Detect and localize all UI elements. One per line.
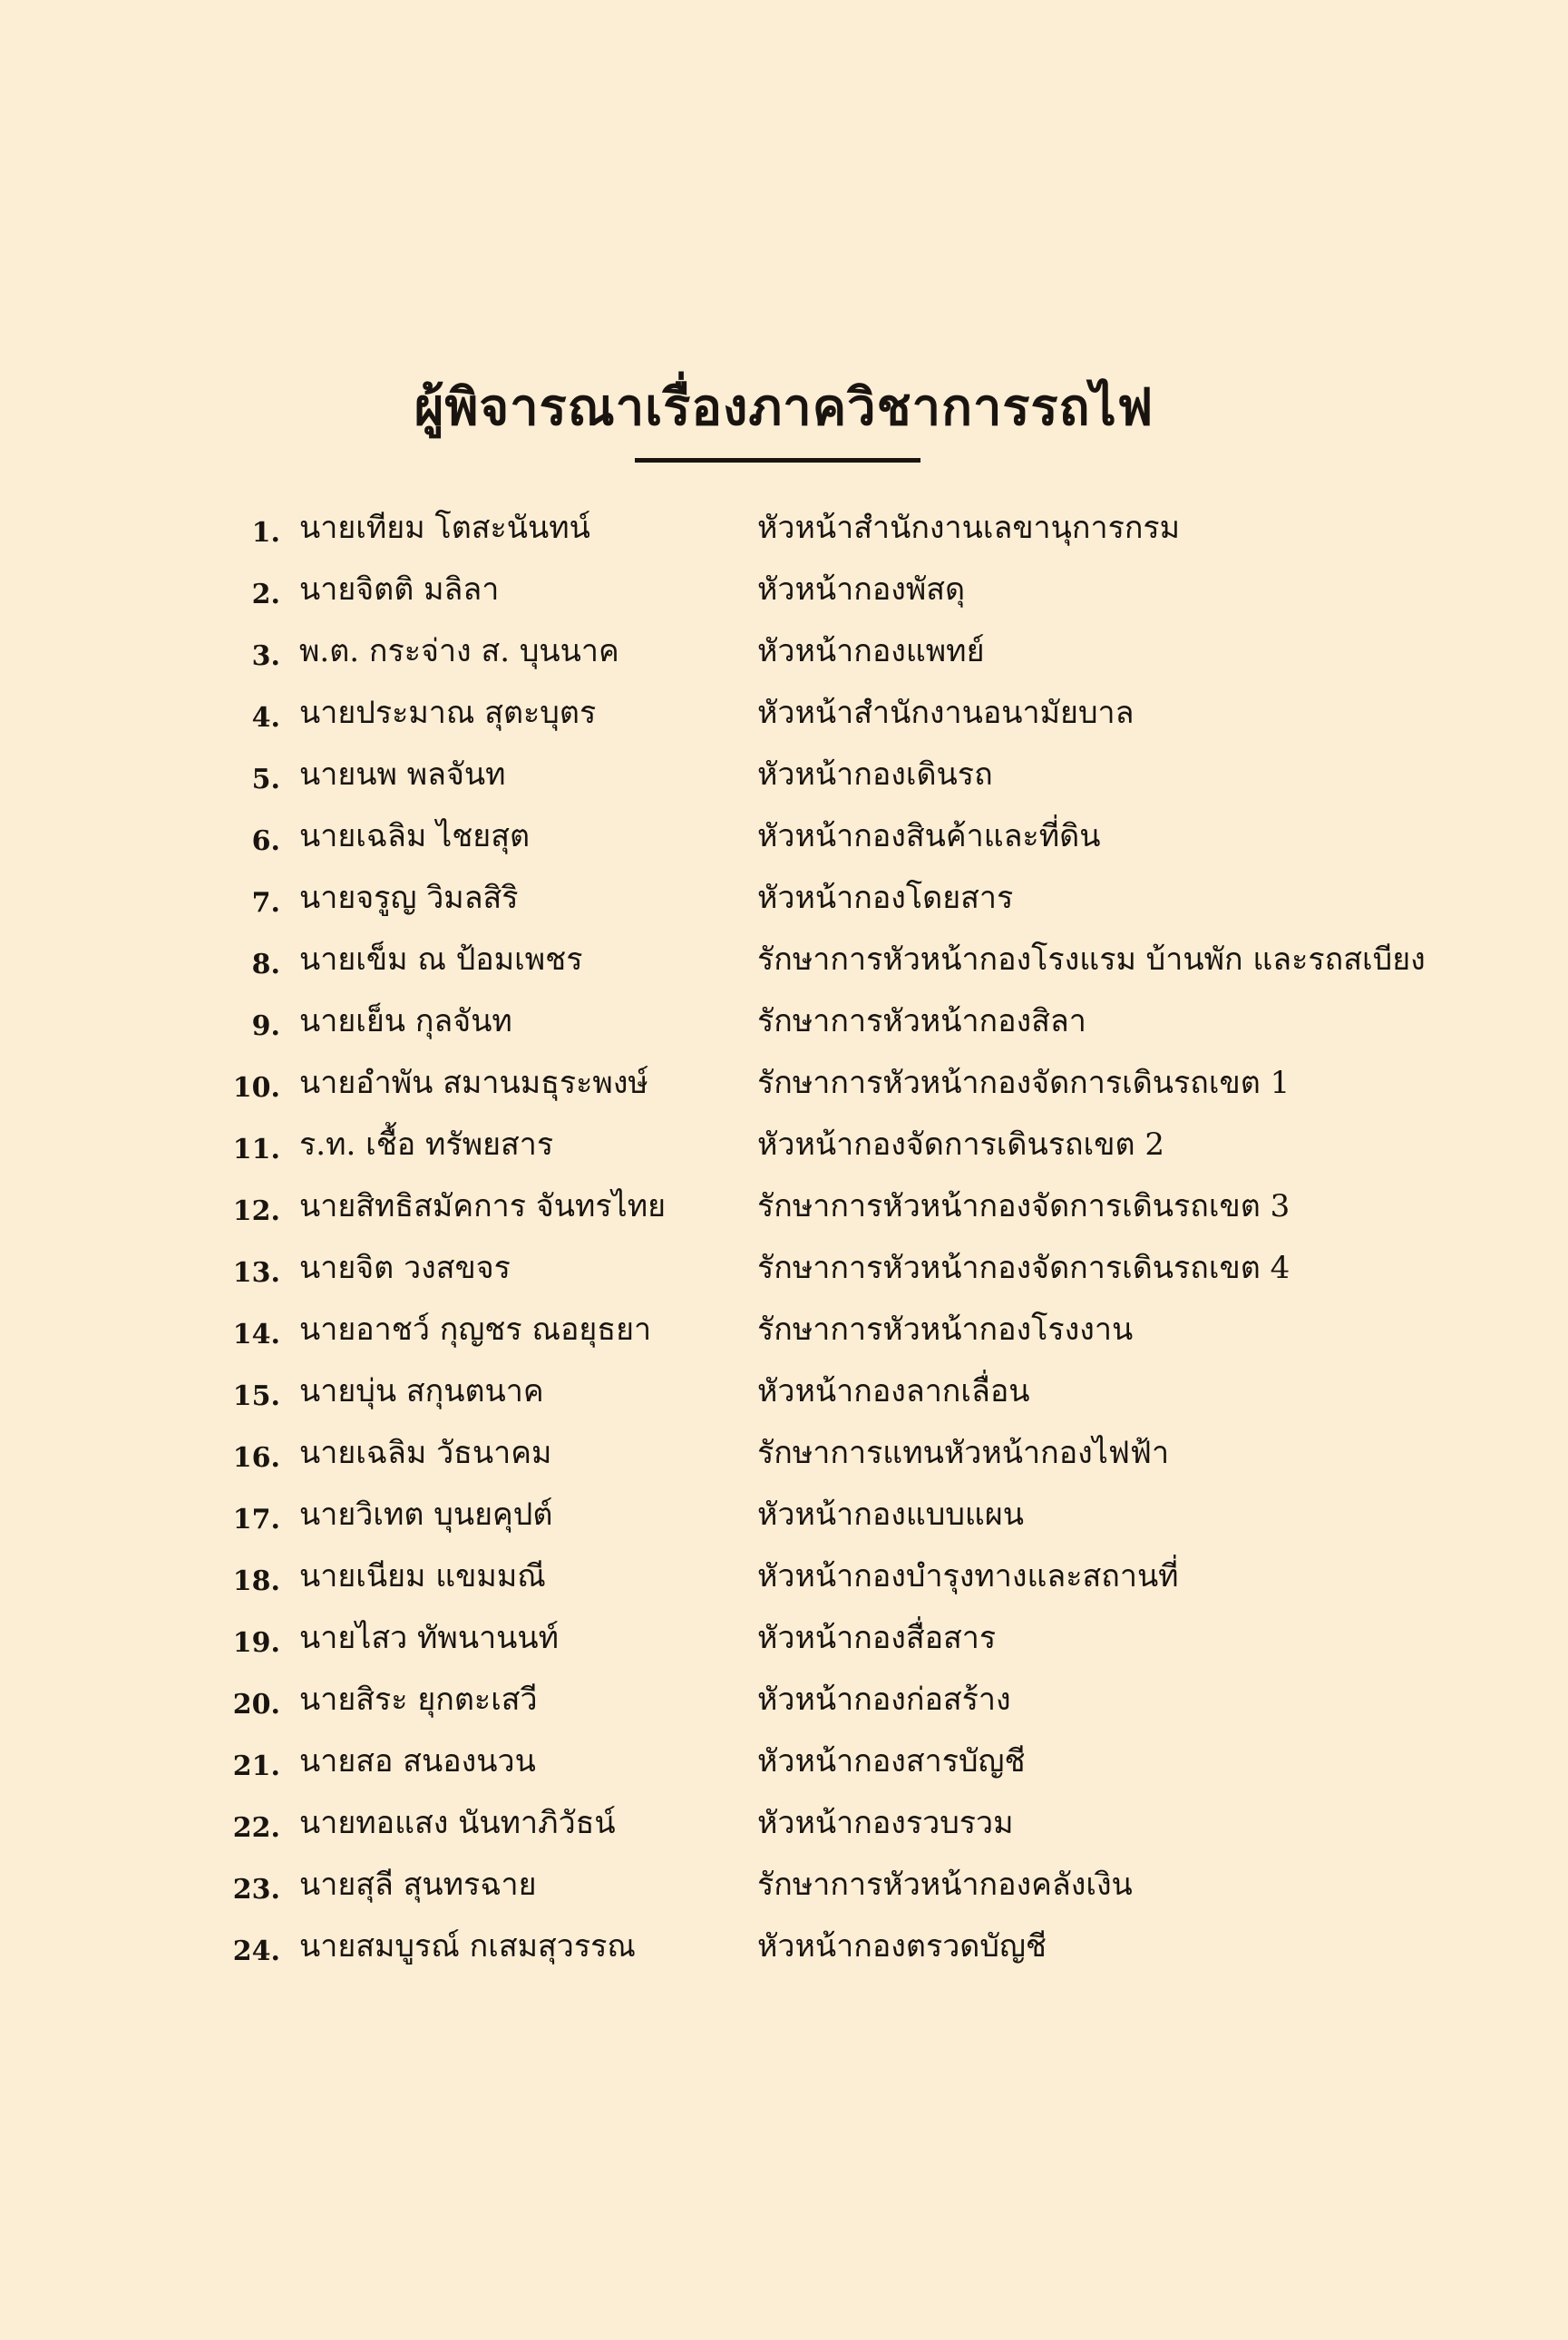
entry-number: 7. — [251, 887, 280, 919]
list-item — [0, 1669, 1568, 1731]
list-item — [0, 805, 1568, 867]
entry-name: นายสมบูรณ์ กเสมสุวรรณ — [299, 1928, 636, 1965]
entry-position: รักษาการหัวหน้ากองจัดการเดินรถเขต 4 — [757, 1250, 1290, 1286]
page-title: ผู้พิจารณาเรื่องภาควิชาการรถไฟ — [414, 376, 1154, 437]
list-item — [0, 1052, 1568, 1114]
title-underline — [635, 458, 920, 463]
entry-position: หัวหน้ากองแพทย์ — [757, 633, 985, 669]
entry-position: หัวหน้าสำนักงานเลขานุการกรม — [757, 510, 1181, 546]
entry-name: นายจรูญ วิมลสิริ — [299, 880, 519, 916]
entry-name: นายสุลี สุนทรฉาย — [299, 1867, 537, 1903]
list-item — [0, 1916, 1568, 1977]
committee-list — [0, 497, 1568, 1977]
entry-position: หัวหน้ากองสื่อสาร — [757, 1620, 997, 1656]
entry-number: 16. — [232, 1442, 280, 1474]
entry-name: นายเข็ม ณ ป้อมเพชร — [299, 941, 583, 978]
entry-number: 1. — [251, 517, 280, 549]
entry-number: 2. — [251, 579, 280, 610]
entry-position: หัวหน้ากองตรวดบัญชี — [757, 1928, 1047, 1965]
entry-position: หัวหน้ากองลากเลื่อน — [757, 1373, 1030, 1409]
entry-position: รักษาการหัวหน้ากองจัดการเดินรถเขต 3 — [757, 1188, 1290, 1224]
entry-number: 13. — [232, 1257, 280, 1289]
list-item — [0, 1484, 1568, 1545]
entry-number: 22. — [232, 1812, 280, 1844]
list-item — [0, 1360, 1568, 1422]
entry-name: นายวิเทต บุนยคุปต์ — [299, 1497, 553, 1533]
entry-name: นายสิระ ยุกตะเสวี — [299, 1682, 538, 1718]
entry-position: หัวหน้ากองเดินรถ — [757, 756, 993, 793]
entry-position: หัวหน้ากองโดยสาร — [757, 880, 1014, 916]
list-item — [0, 744, 1568, 805]
entry-position: หัวหน้ากองก่อสร้าง — [757, 1682, 1011, 1718]
entry-position: หัวหน้ากองจัดการเดินรถเขต 2 — [757, 1126, 1164, 1163]
entry-name: นายเฉลิม วัธนาคม — [299, 1435, 552, 1471]
list-item — [0, 620, 1568, 682]
entry-position: หัวหน้ากองบำรุงทางและสถานที่ — [757, 1558, 1179, 1594]
entry-position: รักษาการหัวหน้ากองจัดการเดินรถเขต 1 — [757, 1065, 1290, 1101]
entry-number: 6. — [251, 825, 280, 857]
entry-name: นายบุ่น สกุนตนาค — [299, 1373, 544, 1409]
entry-number: 3. — [251, 640, 280, 672]
entry-position: หัวหน้ากองพัสดุ — [757, 571, 966, 608]
entry-name: ร.ท. เชื้อ ทรัพยสาร — [299, 1126, 554, 1163]
entry-position: รักษาการหัวหน้ากองสิลา — [757, 1003, 1086, 1039]
entry-name: นายเทียม โตสะนันทน์ — [299, 510, 590, 546]
list-item — [0, 1299, 1568, 1360]
entry-name: นายเย็น กุลจันท — [299, 1003, 512, 1039]
entry-number: 17. — [232, 1504, 280, 1536]
entry-position: หัวหน้ากองรวบรวม — [757, 1805, 1014, 1841]
list-item — [0, 1854, 1568, 1916]
entry-position: รักษาการหัวหน้ากองคลังเงิน — [757, 1867, 1133, 1903]
entry-position: รักษาการหัวหน้ากองโรงแรม บ้านพัก และรถสเบียง — [757, 941, 1426, 978]
entry-number: 24. — [232, 1935, 280, 1967]
entry-number: 15. — [232, 1380, 280, 1412]
list-item — [0, 1422, 1568, 1484]
entry-name: นายเนียม แขมมณี — [299, 1558, 546, 1594]
entry-number: 11. — [232, 1134, 280, 1165]
entry-name: นายอำพัน สมานมธุระพงษ์ — [299, 1065, 648, 1101]
list-item — [0, 1114, 1568, 1175]
entry-position: หัวหน้าสำนักงานอนามัยบาล — [757, 695, 1135, 731]
list-item — [0, 1731, 1568, 1792]
entry-name: นายนพ พลจันท — [299, 756, 506, 793]
entry-name: พ.ต. กระจ่าง ส. บุนนาค — [299, 633, 619, 669]
list-item — [0, 1545, 1568, 1607]
list-item — [0, 990, 1568, 1052]
entry-name: นายไสว ทัพนานนท์ — [299, 1620, 560, 1656]
list-item — [0, 682, 1568, 744]
entry-number: 9. — [251, 1010, 280, 1042]
entry-name: นายเฉลิม ไชยสุต — [299, 818, 531, 854]
entry-name: นายอาชว์ กุญชร ณอยุธยา — [299, 1311, 652, 1348]
list-item — [0, 1175, 1568, 1237]
entry-number: 5. — [251, 764, 280, 795]
entry-number: 18. — [232, 1565, 280, 1597]
list-item — [0, 559, 1568, 620]
entry-position: หัวหน้ากองแบบแผน — [757, 1497, 1025, 1533]
entry-name: นายจิตติ มลิลา — [299, 571, 500, 608]
entry-number: 21. — [232, 1750, 280, 1782]
entry-position: หัวหน้ากองสารบัญชี — [757, 1743, 1026, 1779]
list-item — [0, 1607, 1568, 1669]
entry-number: 8. — [251, 949, 280, 980]
list-item — [0, 1792, 1568, 1854]
entry-position: รักษาการหัวหน้ากองโรงงาน — [757, 1311, 1134, 1348]
entry-number: 23. — [232, 1874, 280, 1906]
entry-name: นายสิทธิสมัคการ จันทรไทย — [299, 1188, 667, 1224]
list-item — [0, 867, 1568, 929]
entry-name: นายประมาณ สุตะบุตร — [299, 695, 597, 731]
entry-name: นายจิต วงสขจร — [299, 1250, 511, 1286]
entry-number: 4. — [251, 702, 280, 734]
entry-position: หัวหน้ากองสินค้าและที่ดิน — [757, 818, 1101, 854]
entry-number: 12. — [232, 1195, 280, 1227]
entry-name: นายสอ สนองนวน — [299, 1743, 536, 1779]
entry-number: 14. — [232, 1319, 280, 1350]
entry-number: 19. — [232, 1627, 280, 1659]
list-item — [0, 1237, 1568, 1299]
entry-name: นายทอแสง นันทาภิวัธน์ — [299, 1805, 616, 1841]
entry-number: 20. — [232, 1689, 280, 1721]
list-item — [0, 497, 1568, 559]
entry-position: รักษาการแทนหัวหน้ากองไฟฟ้า — [757, 1435, 1170, 1471]
list-item — [0, 929, 1568, 990]
entry-number: 10. — [232, 1072, 280, 1104]
